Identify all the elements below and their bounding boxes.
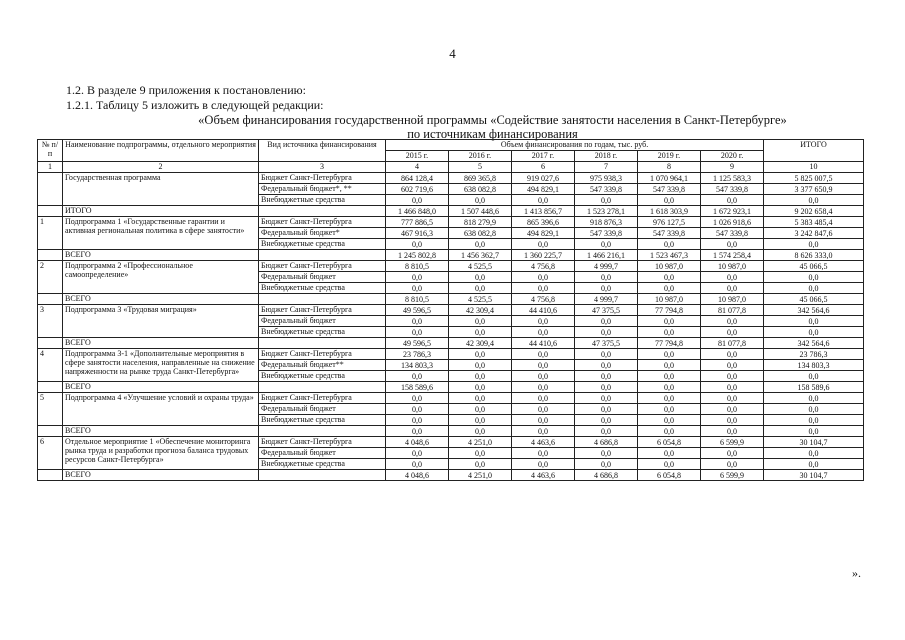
total-value: 0,0 xyxy=(575,382,638,393)
value-cell: 0,0 xyxy=(764,415,864,426)
column-number: 2 xyxy=(63,162,259,173)
value-cell: 638 082,8 xyxy=(449,184,512,195)
total-value: 77 794,8 xyxy=(638,338,701,349)
column-number: 10 xyxy=(764,162,864,173)
empty-cell xyxy=(38,382,63,393)
row-number: 6 xyxy=(38,437,63,470)
source-spb: Бюджет Санкт-Петербурга xyxy=(259,437,386,448)
total-row xyxy=(38,470,864,481)
empty-cell xyxy=(259,338,386,349)
value-cell: 0,0 xyxy=(701,371,764,382)
value-cell: 0,0 xyxy=(386,393,449,404)
row-name: Подпрограмма 3-1 «Дополнительные мероприятия в сфере занятости населения, направленные на снижение напряженности на рынке труда Санкт-Петербурга» xyxy=(63,349,259,382)
value-cell: 0,0 xyxy=(575,327,638,338)
value-cell: 23 786,3 xyxy=(386,349,449,360)
value-cell: 0,0 xyxy=(512,393,575,404)
value-cell: 0,0 xyxy=(764,239,864,250)
value-cell: 0,0 xyxy=(449,393,512,404)
value-cell: 0,0 xyxy=(701,448,764,459)
page-number: 4 xyxy=(449,46,456,61)
empty-cell xyxy=(259,426,386,437)
total-row xyxy=(38,250,864,261)
total-row xyxy=(38,426,864,437)
total-row xyxy=(38,382,864,393)
source-extrabudget: Внебюджетные средства xyxy=(259,283,386,294)
value-cell: 6 054,8 xyxy=(638,437,701,448)
value-cell: 0,0 xyxy=(386,272,449,283)
total-value: 4 999,7 xyxy=(575,294,638,305)
value-cell: 0,0 xyxy=(764,459,864,470)
total-value: 4 756,8 xyxy=(512,294,575,305)
total-value: 4 686,8 xyxy=(575,470,638,481)
row-number xyxy=(38,173,63,206)
header-year: 2015 г. xyxy=(386,151,449,162)
value-cell: 976 127,5 xyxy=(638,217,701,228)
empty-cell xyxy=(38,250,63,261)
value-cell: 0,0 xyxy=(512,239,575,250)
value-cell: 547 339,8 xyxy=(638,184,701,195)
source-federal: Федеральный бюджет* xyxy=(259,228,386,239)
total-value: 342 564,6 xyxy=(764,338,864,349)
total-value: 4 525,5 xyxy=(449,294,512,305)
value-cell: 0,0 xyxy=(701,272,764,283)
total-value: 1 245 802,8 xyxy=(386,250,449,261)
total-value: 42 309,4 xyxy=(449,338,512,349)
value-cell: 0,0 xyxy=(701,404,764,415)
row-number: 5 xyxy=(38,393,63,426)
value-cell: 919 027,6 xyxy=(512,173,575,184)
total-value: 4 251,0 xyxy=(449,470,512,481)
value-cell: 0,0 xyxy=(512,371,575,382)
total-value: 1 466 216,1 xyxy=(575,250,638,261)
total-value: 9 202 658,4 xyxy=(764,206,864,217)
value-cell: 0,0 xyxy=(575,316,638,327)
header-source: Вид источника финансирования xyxy=(259,140,386,162)
total-value: 0,0 xyxy=(449,382,512,393)
source-spb: Бюджет Санкт-Петербурга xyxy=(259,349,386,360)
header-year: 2020 г. xyxy=(701,151,764,162)
value-cell: 0,0 xyxy=(449,316,512,327)
value-cell: 1 125 583,3 xyxy=(701,173,764,184)
total-value: 1 360 225,7 xyxy=(512,250,575,261)
value-cell: 0,0 xyxy=(638,327,701,338)
value-cell: 865 396,6 xyxy=(512,217,575,228)
total-value: 1 507 448,6 xyxy=(449,206,512,217)
value-cell: 0,0 xyxy=(449,404,512,415)
value-cell: 1 026 918,6 xyxy=(701,217,764,228)
total-value: 1 523 278,1 xyxy=(575,206,638,217)
source-extrabudget: Внебюджетные средства xyxy=(259,415,386,426)
total-value: 158 589,6 xyxy=(386,382,449,393)
empty-cell xyxy=(259,206,386,217)
value-cell: 0,0 xyxy=(638,459,701,470)
column-number: 3 xyxy=(259,162,386,173)
table-row xyxy=(38,217,864,228)
value-cell: 4 756,8 xyxy=(512,261,575,272)
value-cell: 0,0 xyxy=(575,283,638,294)
value-cell: 0,0 xyxy=(386,195,449,206)
column-number: 1 xyxy=(38,162,63,173)
total-value: 1 466 848,0 xyxy=(386,206,449,217)
table-row xyxy=(38,173,864,184)
financing-table xyxy=(37,139,864,481)
value-cell: 0,0 xyxy=(449,371,512,382)
value-cell: 0,0 xyxy=(575,360,638,371)
value-cell: 4 048,6 xyxy=(386,437,449,448)
value-cell: 0,0 xyxy=(512,415,575,426)
total-value: 1 672 923,1 xyxy=(701,206,764,217)
value-cell: 0,0 xyxy=(764,272,864,283)
value-cell: 4 463,6 xyxy=(512,437,575,448)
source-spb: Бюджет Санкт-Петербурга xyxy=(259,393,386,404)
value-cell: 77 794,8 xyxy=(638,305,701,316)
header-row xyxy=(38,140,864,151)
total-value: 30 104,7 xyxy=(764,470,864,481)
value-cell: 547 339,8 xyxy=(638,228,701,239)
total-value: 1 413 856,7 xyxy=(512,206,575,217)
total-value: 1 523 467,3 xyxy=(638,250,701,261)
value-cell: 0,0 xyxy=(386,327,449,338)
value-cell: 0,0 xyxy=(701,349,764,360)
value-cell: 0,0 xyxy=(575,459,638,470)
value-cell: 3 242 847,6 xyxy=(764,228,864,239)
value-cell: 47 375,5 xyxy=(575,305,638,316)
value-cell: 864 128,4 xyxy=(386,173,449,184)
value-cell: 0,0 xyxy=(638,195,701,206)
total-value: 44 410,6 xyxy=(512,338,575,349)
value-cell: 0,0 xyxy=(512,360,575,371)
total-value: 0,0 xyxy=(575,426,638,437)
value-cell: 547 339,8 xyxy=(575,228,638,239)
value-cell: 10 987,0 xyxy=(701,261,764,272)
value-cell: 0,0 xyxy=(764,404,864,415)
value-cell: 0,0 xyxy=(764,393,864,404)
value-cell: 42 309,4 xyxy=(449,305,512,316)
row-number: 4 xyxy=(38,349,63,382)
value-cell: 0,0 xyxy=(512,404,575,415)
total-value: 45 066,5 xyxy=(764,294,864,305)
total-value: 0,0 xyxy=(386,426,449,437)
column-number: 9 xyxy=(701,162,764,173)
value-cell: 0,0 xyxy=(638,448,701,459)
source-extrabudget: Внебюджетные средства xyxy=(259,459,386,470)
value-cell: 0,0 xyxy=(638,349,701,360)
empty-cell xyxy=(38,470,63,481)
value-cell: 0,0 xyxy=(638,316,701,327)
column-number: 7 xyxy=(575,162,638,173)
value-cell: 0,0 xyxy=(701,393,764,404)
value-cell: 134 803,3 xyxy=(386,360,449,371)
value-cell: 81 077,8 xyxy=(701,305,764,316)
row-number: 1 xyxy=(38,217,63,250)
value-cell: 494 829,1 xyxy=(512,228,575,239)
value-cell: 0,0 xyxy=(764,448,864,459)
source-spb: Бюджет Санкт-Петербурга xyxy=(259,305,386,316)
value-cell: 0,0 xyxy=(575,371,638,382)
source-extrabudget: Внебюджетные средства xyxy=(259,195,386,206)
value-cell: 0,0 xyxy=(638,415,701,426)
value-cell: 0,0 xyxy=(764,371,864,382)
empty-cell xyxy=(259,250,386,261)
value-cell: 0,0 xyxy=(638,393,701,404)
table-row xyxy=(38,437,864,448)
total-label: ИТОГО xyxy=(63,206,259,217)
value-cell: 0,0 xyxy=(575,415,638,426)
header-year: 2016 г. xyxy=(449,151,512,162)
column-number: 4 xyxy=(386,162,449,173)
value-cell: 0,0 xyxy=(386,371,449,382)
value-cell: 467 916,3 xyxy=(386,228,449,239)
source-federal: Федеральный бюджет** xyxy=(259,360,386,371)
value-cell: 342 564,6 xyxy=(764,305,864,316)
total-label: ВСЕГО xyxy=(63,250,259,261)
total-value: 10 987,0 xyxy=(701,294,764,305)
value-cell: 0,0 xyxy=(449,283,512,294)
value-cell: 0,0 xyxy=(449,415,512,426)
row-name: Подпрограмма 2 «Профессиональное самоопределение» xyxy=(63,261,259,294)
total-label: ВСЕГО xyxy=(63,382,259,393)
empty-cell xyxy=(38,206,63,217)
value-cell: 0,0 xyxy=(764,316,864,327)
total-value: 8 810,5 xyxy=(386,294,449,305)
column-number: 5 xyxy=(449,162,512,173)
value-cell: 0,0 xyxy=(575,272,638,283)
value-cell: 4 686,8 xyxy=(575,437,638,448)
value-cell: 0,0 xyxy=(638,239,701,250)
value-cell: 3 377 650,9 xyxy=(764,184,864,195)
value-cell: 0,0 xyxy=(449,448,512,459)
table-row xyxy=(38,305,864,316)
value-cell: 0,0 xyxy=(386,404,449,415)
total-label: ВСЕГО xyxy=(63,426,259,437)
value-cell: 0,0 xyxy=(575,195,638,206)
value-cell: 0,0 xyxy=(512,283,575,294)
value-cell: 23 786,3 xyxy=(764,349,864,360)
header-year: 2017 г. xyxy=(512,151,575,162)
column-number: 6 xyxy=(512,162,575,173)
value-cell: 0,0 xyxy=(386,448,449,459)
total-label: ВСЕГО xyxy=(63,470,259,481)
header-year: 2018 г. xyxy=(575,151,638,162)
total-value: 0,0 xyxy=(701,426,764,437)
value-cell: 547 339,8 xyxy=(701,228,764,239)
value-cell: 0,0 xyxy=(449,239,512,250)
source-spb: Бюджет Санкт-Петербурга xyxy=(259,217,386,228)
value-cell: 818 279,9 xyxy=(449,217,512,228)
header-total: ИТОГО xyxy=(764,140,864,162)
value-cell: 0,0 xyxy=(638,283,701,294)
table-row xyxy=(38,261,864,272)
value-cell: 5 383 485,4 xyxy=(764,217,864,228)
total-value: 0,0 xyxy=(701,382,764,393)
value-cell: 494 829,1 xyxy=(512,184,575,195)
total-value: 10 987,0 xyxy=(638,294,701,305)
total-value: 0,0 xyxy=(638,382,701,393)
table-row xyxy=(38,349,864,360)
source-extrabudget: Внебюджетные средства xyxy=(259,239,386,250)
row-name: Государственная программа xyxy=(63,173,259,206)
source-federal: Федеральный бюджет xyxy=(259,448,386,459)
source-extrabudget: Внебюджетные средства xyxy=(259,371,386,382)
empty-cell xyxy=(38,294,63,305)
empty-cell xyxy=(38,426,63,437)
value-cell: 0,0 xyxy=(764,327,864,338)
value-cell: 0,0 xyxy=(638,404,701,415)
value-cell: 0,0 xyxy=(701,360,764,371)
value-cell: 0,0 xyxy=(575,349,638,360)
total-row xyxy=(38,338,864,349)
value-cell: 0,0 xyxy=(701,327,764,338)
value-cell: 4 999,7 xyxy=(575,261,638,272)
source-spb: Бюджет Санкт-Петербурга xyxy=(259,173,386,184)
table-title-line-1: «Объем финансирования государственной программы «Содействие занятости населения в Санкт-Петербурге» xyxy=(198,113,787,127)
total-value: 1 618 303,9 xyxy=(638,206,701,217)
value-cell: 0,0 xyxy=(386,459,449,470)
total-value: 1 574 258,4 xyxy=(701,250,764,261)
value-cell: 49 596,5 xyxy=(386,305,449,316)
total-label: ВСЕГО xyxy=(63,294,259,305)
total-value: 0,0 xyxy=(449,426,512,437)
value-cell: 1 070 964,1 xyxy=(638,173,701,184)
value-cell: 0,0 xyxy=(512,349,575,360)
empty-cell xyxy=(259,470,386,481)
total-value: 0,0 xyxy=(512,382,575,393)
value-cell: 0,0 xyxy=(386,316,449,327)
total-value: 6 599,9 xyxy=(701,470,764,481)
value-cell: 0,0 xyxy=(701,415,764,426)
value-cell: 0,0 xyxy=(764,283,864,294)
row-name: Подпрограмма 1 «Государственные гарантии и активная региональная политика в сфере занятости» xyxy=(63,217,259,250)
value-cell: 638 082,8 xyxy=(449,228,512,239)
total-label: ВСЕГО xyxy=(63,338,259,349)
source-extrabudget: Внебюджетные средства xyxy=(259,327,386,338)
value-cell: 0,0 xyxy=(701,283,764,294)
value-cell: 0,0 xyxy=(512,448,575,459)
total-row xyxy=(38,206,864,217)
value-cell: 0,0 xyxy=(575,448,638,459)
value-cell: 0,0 xyxy=(512,459,575,470)
source-federal: Федеральный бюджет xyxy=(259,272,386,283)
source-federal: Федеральный бюджет xyxy=(259,316,386,327)
total-value: 158 589,6 xyxy=(764,382,864,393)
value-cell: 0,0 xyxy=(701,195,764,206)
value-cell: 0,0 xyxy=(638,360,701,371)
empty-cell xyxy=(259,382,386,393)
value-cell: 777 886,5 xyxy=(386,217,449,228)
column-number-row xyxy=(38,162,864,173)
value-cell: 30 104,7 xyxy=(764,437,864,448)
value-cell: 4 525,5 xyxy=(449,261,512,272)
value-cell: 134 803,3 xyxy=(764,360,864,371)
total-value: 4 048,6 xyxy=(386,470,449,481)
value-cell: 0,0 xyxy=(764,195,864,206)
header-name: Наименование подпрограммы, отдельного мероприятия xyxy=(63,140,259,162)
value-cell: 8 810,5 xyxy=(386,261,449,272)
value-cell: 0,0 xyxy=(449,459,512,470)
value-cell: 0,0 xyxy=(701,316,764,327)
value-cell: 0,0 xyxy=(638,272,701,283)
total-row xyxy=(38,294,864,305)
value-cell: 869 365,8 xyxy=(449,173,512,184)
row-number: 3 xyxy=(38,305,63,338)
value-cell: 0,0 xyxy=(449,360,512,371)
value-cell: 0,0 xyxy=(386,239,449,250)
total-value: 47 375,5 xyxy=(575,338,638,349)
column-number: 8 xyxy=(638,162,701,173)
value-cell: 0,0 xyxy=(386,283,449,294)
value-cell: 547 339,8 xyxy=(701,184,764,195)
row-number: 2 xyxy=(38,261,63,294)
row-name: Подпрограмма 3 «Трудовая миграция» xyxy=(63,305,259,338)
row-name: Подпрограмма 4 «Улучшение условий и охраны труда» xyxy=(63,393,259,426)
source-federal: Федеральный бюджет*, ** xyxy=(259,184,386,195)
value-cell: 0,0 xyxy=(701,459,764,470)
value-cell: 0,0 xyxy=(638,371,701,382)
closing-quote: ». xyxy=(852,566,861,580)
total-value: 49 596,5 xyxy=(386,338,449,349)
total-value: 6 054,8 xyxy=(638,470,701,481)
header-year: 2019 г. xyxy=(638,151,701,162)
total-value: 8 626 333,0 xyxy=(764,250,864,261)
value-cell: 4 251,0 xyxy=(449,437,512,448)
value-cell: 0,0 xyxy=(449,195,512,206)
value-cell: 0,0 xyxy=(449,349,512,360)
table-row xyxy=(38,393,864,404)
value-cell: 602 719,6 xyxy=(386,184,449,195)
value-cell: 918 876,3 xyxy=(575,217,638,228)
intro-line-2: 1.2.1. Таблицу 5 изложить в следующей редакции: xyxy=(66,98,324,112)
intro-line-1: 1.2. В разделе 9 приложения к постановлению: xyxy=(66,83,306,97)
total-value: 1 456 362,7 xyxy=(449,250,512,261)
value-cell: 0,0 xyxy=(512,327,575,338)
value-cell: 547 339,8 xyxy=(575,184,638,195)
value-cell: 0,0 xyxy=(575,393,638,404)
value-cell: 45 066,5 xyxy=(764,261,864,272)
value-cell: 0,0 xyxy=(386,415,449,426)
value-cell: 5 825 007,5 xyxy=(764,173,864,184)
value-cell: 0,0 xyxy=(512,195,575,206)
value-cell: 0,0 xyxy=(449,272,512,283)
header-number: № п/п xyxy=(38,140,63,162)
value-cell: 975 938,3 xyxy=(575,173,638,184)
total-value: 0,0 xyxy=(512,426,575,437)
empty-cell xyxy=(259,294,386,305)
total-value: 0,0 xyxy=(638,426,701,437)
value-cell: 6 599,9 xyxy=(701,437,764,448)
value-cell: 10 987,0 xyxy=(638,261,701,272)
value-cell: 0,0 xyxy=(575,239,638,250)
value-cell: 0,0 xyxy=(512,272,575,283)
total-value: 4 463,6 xyxy=(512,470,575,481)
value-cell: 0,0 xyxy=(575,404,638,415)
value-cell: 0,0 xyxy=(701,239,764,250)
table-title-line-2: по источникам финансирования xyxy=(407,127,578,141)
empty-cell xyxy=(38,338,63,349)
row-name: Отдельное мероприятие 1 «Обеспечение мониторинга рынка труда и разработки прогноза баланса трудовых ресурсов Санкт-Петербурга» xyxy=(63,437,259,470)
source-spb: Бюджет Санкт-Петербурга xyxy=(259,261,386,272)
value-cell: 44 410,6 xyxy=(512,305,575,316)
header-volume: Объем финансирования по годам, тыс. руб. xyxy=(386,140,764,151)
value-cell: 0,0 xyxy=(512,316,575,327)
value-cell: 0,0 xyxy=(449,327,512,338)
total-value: 0,0 xyxy=(764,426,864,437)
source-federal: Федеральный бюджет xyxy=(259,404,386,415)
total-value: 81 077,8 xyxy=(701,338,764,349)
